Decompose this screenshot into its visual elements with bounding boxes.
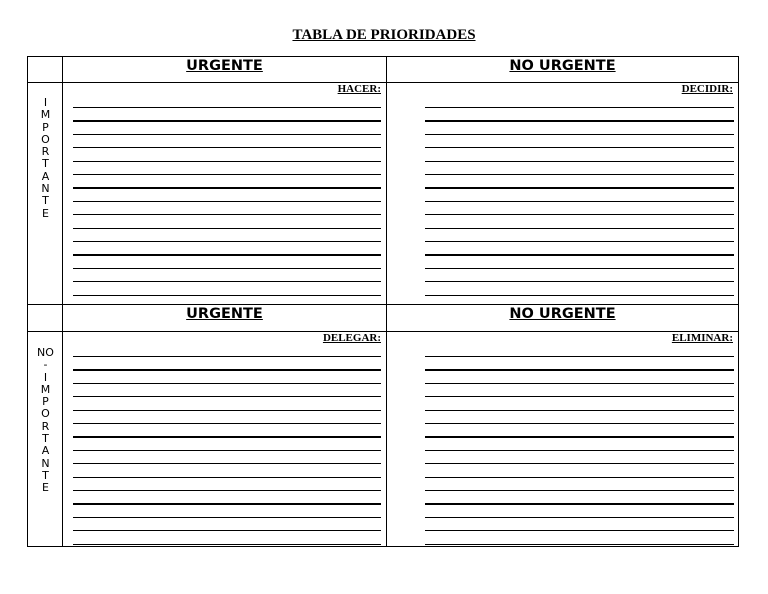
row-label-letter: R [41, 145, 50, 159]
writing-line [73, 254, 381, 256]
row-label-letter: P [42, 395, 49, 409]
writing-line [425, 436, 734, 438]
writing-line [73, 410, 381, 411]
writing-line [73, 134, 381, 135]
row-label-letter: T [42, 194, 49, 208]
row-label-letter: I [43, 96, 48, 109]
row-label-letter: I [43, 370, 48, 384]
quadrant-label-decide: DECIDIR: [681, 83, 733, 95]
row-label-letter: T [42, 157, 49, 171]
writing-line [425, 410, 734, 411]
writing-line [73, 396, 381, 397]
row-label-letter: N [41, 182, 50, 196]
writing-line [425, 241, 734, 242]
writing-line [73, 120, 381, 122]
writing-line [425, 383, 734, 384]
row-label-letter: E [42, 481, 49, 495]
writing-line [425, 450, 734, 451]
writing-line [425, 174, 734, 175]
row-label-letter: A [41, 169, 50, 183]
writing-line [425, 201, 734, 202]
writing-line [425, 281, 734, 282]
writing-line [73, 214, 381, 215]
writing-line [425, 120, 734, 122]
row-label-letter: M [40, 382, 51, 396]
writing-line [425, 369, 734, 371]
writing-line [73, 187, 381, 189]
writing-line [73, 147, 381, 148]
row-label-letter: A [41, 444, 50, 458]
row-divider-mid [28, 304, 738, 305]
writing-line [73, 477, 381, 478]
row-label-letter: T [42, 468, 49, 482]
header-top-urgent: URGENTE [186, 58, 263, 74]
writing-line [425, 214, 734, 215]
writing-line [73, 174, 381, 175]
writing-line [425, 147, 734, 148]
row-label-letter: - [43, 358, 48, 372]
writing-line [425, 396, 734, 397]
writing-line [73, 281, 381, 282]
writing-line [425, 107, 734, 108]
writing-line [425, 477, 734, 478]
writing-line [425, 490, 734, 491]
col-divider-mid [386, 57, 387, 546]
writing-line [73, 161, 381, 162]
writing-line [73, 107, 381, 108]
writing-line [425, 463, 734, 464]
writing-line [73, 503, 381, 505]
writing-line [73, 530, 381, 531]
priority-table [27, 56, 739, 547]
row-label-letter: R [41, 419, 50, 433]
row-label-not-important [28, 347, 63, 495]
writing-line [425, 254, 734, 256]
writing-line [73, 201, 381, 202]
writing-line [73, 268, 381, 269]
writing-line [73, 369, 381, 371]
writing-line [73, 383, 381, 384]
writing-line [425, 356, 734, 357]
row-label-letter: P [42, 120, 49, 134]
row-divider-header-top [28, 82, 738, 83]
writing-line [425, 530, 734, 531]
writing-line [425, 161, 734, 162]
writing-line [73, 241, 381, 242]
writing-line [425, 134, 734, 135]
quadrant-label-delegate: DELEGAR: [322, 332, 381, 344]
writing-line [73, 228, 381, 229]
row-label-letter: O [41, 407, 50, 421]
writing-line [73, 356, 381, 357]
writing-line [425, 187, 734, 189]
writing-line [73, 295, 381, 296]
quadrant-label-eliminate: ELIMINAR: [671, 332, 733, 344]
writing-line [425, 544, 734, 545]
writing-line [73, 436, 381, 438]
writing-line [73, 450, 381, 451]
writing-line [73, 463, 381, 464]
writing-line [73, 423, 381, 424]
quadrant-label-do: HACER: [337, 83, 381, 95]
writing-line [425, 268, 734, 269]
row-label-letter: E [42, 206, 49, 220]
writing-line [425, 503, 734, 505]
header-bottom-urgent: URGENTE [186, 306, 263, 322]
writing-line [425, 228, 734, 229]
header-top-not-urgent: NO URGENTE [509, 58, 616, 74]
row-label-letter: M [40, 108, 51, 122]
writing-line [425, 517, 734, 518]
writing-line [425, 423, 734, 424]
writing-line [73, 517, 381, 518]
row-label-letter: T [42, 432, 49, 446]
header-bottom-not-urgent: NO URGENTE [509, 306, 616, 322]
row-label-important [28, 97, 63, 220]
row-label-letter: O [41, 132, 50, 146]
writing-line [425, 295, 734, 296]
page-title: TABLA DE PRIORIDADES [292, 27, 476, 43]
row-divider-header-bottom [28, 331, 738, 332]
row-label-letter: N [41, 456, 50, 470]
writing-line [73, 490, 381, 491]
row-label-letter: NO [37, 346, 54, 359]
writing-line [73, 544, 381, 545]
